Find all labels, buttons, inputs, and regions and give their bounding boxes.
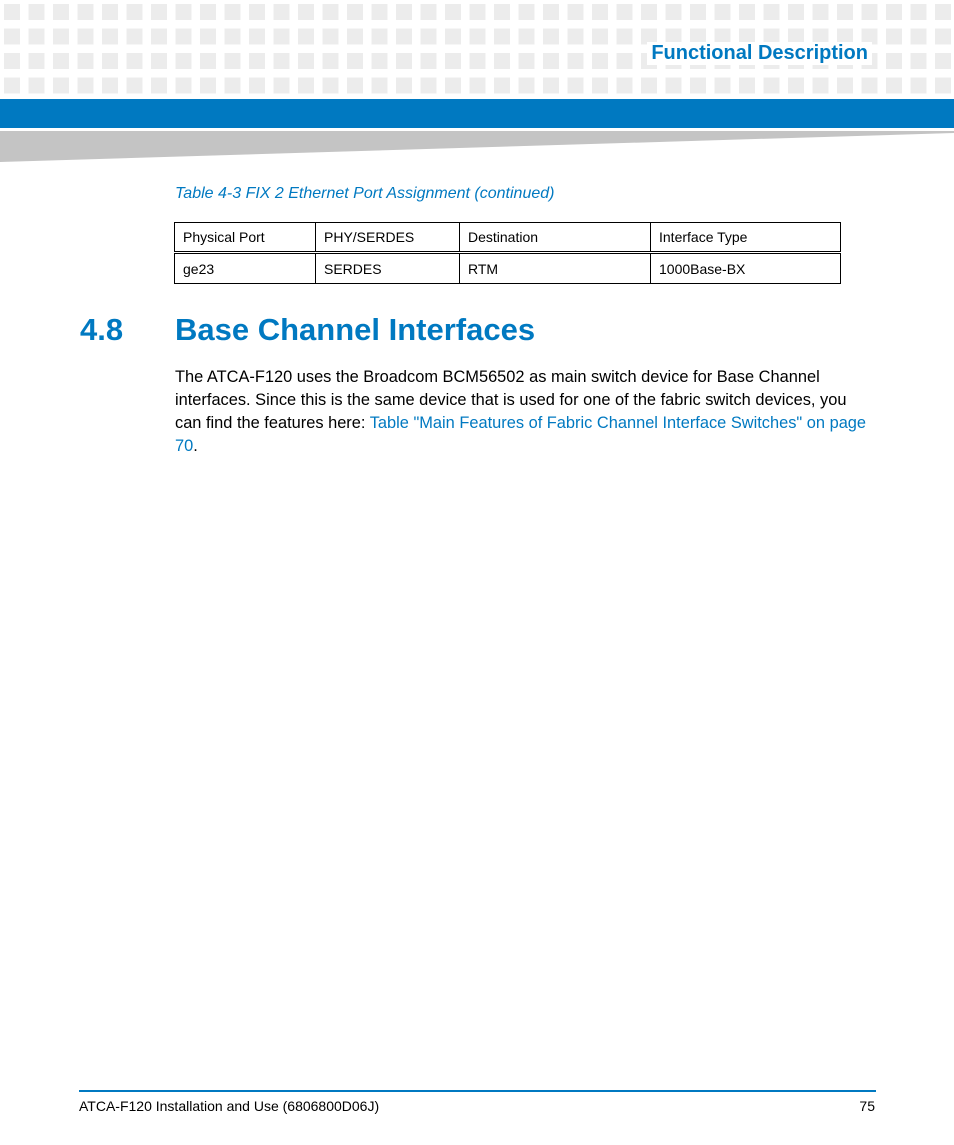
section-title: Base Channel Interfaces <box>175 312 536 347</box>
body-paragraph <box>175 366 875 458</box>
header-wedge <box>0 131 954 163</box>
column-header: Physical Port <box>175 223 316 253</box>
table-cell: RTM <box>460 253 651 284</box>
section-number: 4.8 <box>80 312 124 347</box>
footer-document-title: ATCA-F120 Installation and Use (6806800D06J) <box>79 1098 380 1114</box>
column-header: Destination <box>460 223 651 253</box>
port-assignment-table <box>174 222 841 284</box>
table-cell: 1000Base-BX <box>651 253 841 284</box>
page-number: 75 <box>859 1098 875 1114</box>
table-caption: Table 4-3 FIX 2 Ethernet Port Assignment (continued) <box>175 185 555 202</box>
body-text-end: . <box>193 437 198 455</box>
table-header-row <box>175 223 841 253</box>
footer-rule <box>79 1090 876 1092</box>
table-cell: ge23 <box>175 253 316 284</box>
column-header: PHY/SERDES <box>316 223 460 253</box>
body-text: The ATCA-F120 uses the Broadcom BCM56502 as main switch device for Base Channel interfaces. Since this is the same device that is used for one of the fabric switch devices, you can find the features here: <box>175 368 847 432</box>
table-row <box>175 253 841 284</box>
cross-reference-link[interactable]: Table "Main Features of Fabric Channel Interface Switches" on page 70 <box>175 414 867 455</box>
header-bar <box>0 99 954 128</box>
table-cell: SERDES <box>316 253 460 284</box>
header-title: Functional Description <box>647 42 872 65</box>
column-header: Interface Type <box>651 223 841 253</box>
